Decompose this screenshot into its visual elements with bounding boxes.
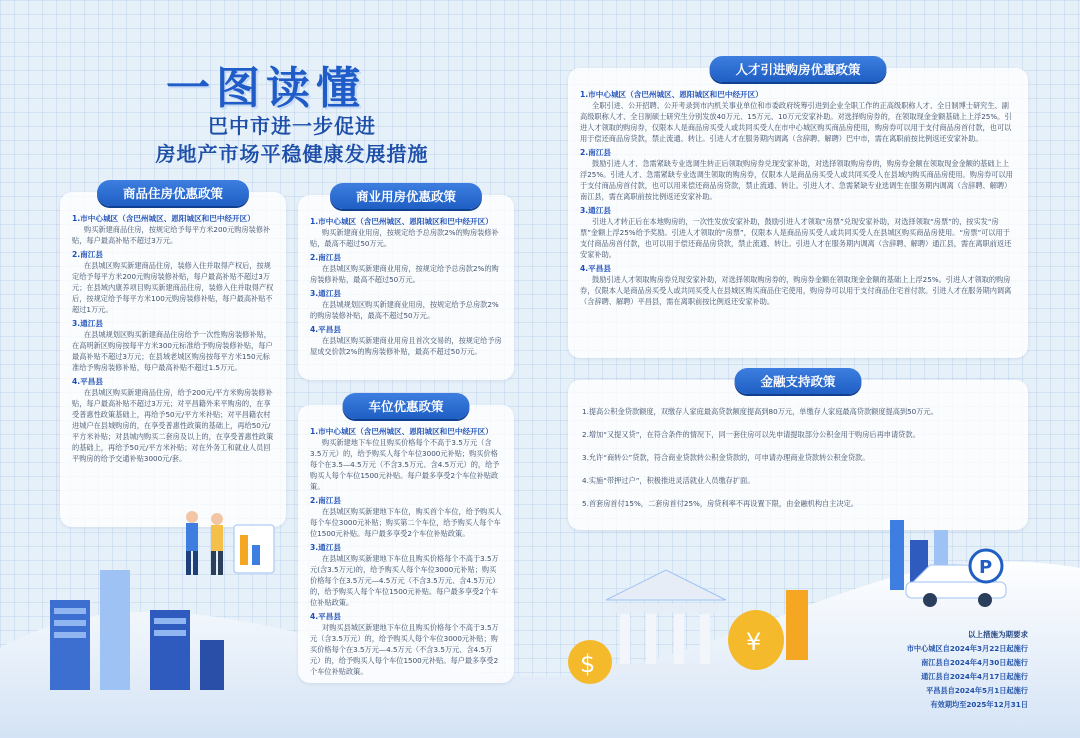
parking-policy-card bbox=[298, 399, 514, 683]
notes-line-5: 有效期均至2025年12月31日 bbox=[930, 700, 1028, 709]
parking-heading-3: 3.通江县 bbox=[310, 543, 341, 552]
commercial-policy-card bbox=[298, 189, 514, 380]
finance-items bbox=[568, 380, 1028, 529]
parking-text-3: 在县城区购买新建地下车位且购买价格每个不高于3.5万元(含3.5万元)的，给予购买人每个车位3000元补贴；购买价格每个在3.5万元—4.5万元（不含3.5万元、含4.5万元）的，给予购买人每个车位1500元补贴。每户最多享受2个车位补贴政策。 bbox=[310, 554, 500, 607]
finance-policy-title: 金融支持政策 bbox=[734, 368, 861, 394]
housing-heading-4: 4.平昌县 bbox=[72, 377, 103, 386]
commercial-heading-3: 3.通江县 bbox=[310, 289, 341, 298]
commercial-text-3: 在县城规划区购买新建商业用房，按规定给予总房款2%的购房装修补贴，最高不超过50万元。 bbox=[310, 300, 499, 320]
bank-illustration bbox=[596, 560, 826, 700]
commercial-policy-title: 商业用房优惠政策 bbox=[330, 183, 482, 209]
finance-policy-card bbox=[568, 374, 1028, 530]
svg-text:¥: ¥ bbox=[746, 628, 762, 656]
effective-dates-notes bbox=[907, 628, 1028, 712]
talent-text-3: 引进人才转正后在本地购房的，一次性发放安家补助，鼓励引进人才领取“房票”兑现安家补助，对选择领取“房票”的，按实发“房票”金额上浮25%给予奖励。引进人才领取的“房票”，仅限本人是商品房买受人或共同买受人在县城区购买商品房使用。“房票”可以用于支付商品房首付款，也可以用于偿还商品房贷款，禁止流通、转让。引进人才在服务期内调离（含辞聘、解聘）通江县，需在离职前返还安家补助。 bbox=[580, 217, 1012, 259]
notes-line-1: 市中心城区自2024年3月22日起施行 bbox=[906, 644, 1028, 653]
housing-text-2: 在县城区购买新建商品住房，装修入住并取得产权后，按规定给予每平方米200元购房装修补贴，每户最高补贴不超过3万元；在县域内康养项目购买新建商品住房，装修入住并取得产权后，按规定给予每平方米100元购房装修补贴，每户最高补贴不超过1万元。 bbox=[72, 261, 274, 314]
parking-heading-2: 2.南江县 bbox=[310, 496, 341, 505]
commercial-heading-4: 4.平昌县 bbox=[310, 325, 341, 334]
subtitle bbox=[92, 112, 492, 168]
finance-item-3: 3.允许“商转公”贷款，符合商业贷款转公积金贷款的，可申请办理商业贷款转公积金贷款。 bbox=[582, 453, 870, 462]
subtitle-line-2: 房地产市场平稳健康发展措施 bbox=[155, 142, 429, 166]
main-title: 一图读懂 bbox=[166, 63, 366, 114]
finance-item-5: 5.首套房首付15%，二套房首付25%，房贷利率不再设置下限，由金融机构自主决定。 bbox=[582, 499, 858, 508]
talent-heading-2: 2.南江县 bbox=[580, 148, 611, 157]
commercial-text-1: 购买新建商业用房，按规定给予总房款2%的购房装修补贴，最高不超过50万元。 bbox=[310, 228, 499, 248]
parking-policy-title: 车位优惠政策 bbox=[342, 393, 469, 419]
notes-line-4: 平昌县自2024年5月1日起施行 bbox=[926, 686, 1028, 695]
people-illustration bbox=[172, 505, 282, 585]
finance-item-2: 2.增加“又提又贷”，在符合条件的情况下，同一套住房可以先申请提取部分公积金用于购房后再申请贷款。 bbox=[582, 430, 920, 439]
svg-text:$: $ bbox=[580, 650, 596, 678]
parking-heading-1: 1.市中心城区（含巴州城区、恩阳城区和巴中经开区） bbox=[310, 427, 493, 436]
finance-item-1: 1.提高公积金贷款额度，双缴存人家庭最高贷款额度提高到80万元，单缴存人家庭最高贷款额度提高到50万元。 bbox=[582, 407, 938, 416]
housing-heading-3: 3.通江县 bbox=[72, 319, 103, 328]
subtitle-line-1: 巴中市进一步促进 bbox=[208, 114, 376, 138]
notes-line-2: 南江县自2024年4月30日起施行 bbox=[921, 658, 1028, 667]
parking-text-1: 购买新建地下车位且购买价格每个不高于3.5万元（含3.5万元）的，给予购买人每个车位3000元补贴；购买价格每个在3.5—4.5万元（不含3.5万元、含4.5万元）的，给予购买人每个车位1500元补贴。每户最多享受2个车位补贴政策。 bbox=[310, 438, 500, 491]
notes-line-3: 通江县自2024年4月17日起施行 bbox=[921, 672, 1028, 681]
housing-text-3: 在县城规划区购买新建商品住房给予一次性购房装修补贴，在高明新区购房按每平方米300元标准给予购房装修补贴，每户最高补贴不超过3万元；在县域老城区购房按每平方米150元标准给予购房装修补贴，每户最高补贴不超过1.5万元。 bbox=[72, 330, 273, 372]
commercial-heading-2: 2.南江县 bbox=[310, 253, 341, 262]
housing-policy-card bbox=[60, 186, 286, 527]
parking-sections bbox=[298, 405, 514, 687]
notes-title: 以上措施为期要求 bbox=[968, 630, 1028, 639]
housing-heading-1: 1.市中心城区（含巴州城区、恩阳城区和巴中经开区） bbox=[72, 214, 255, 223]
housing-text-4: 在县城区购买新建商品住房，给予200元/平方米购房装修补贴，每户最高补贴不超过3万元；对平昌籍外来平购房的，在享受普惠性政策基础上，再给予50元/平方米补贴；对平昌籍农村进城户在县城购房的，在享受普惠性政策的基础上，再给50元/平方米补贴；对县城内购买二套房及以上的，在享受普惠性政策的基础上，再给予50元/平方米补贴；对在外务工和就业人员回平购房的给予交通补贴3000元/套。 bbox=[72, 388, 274, 463]
car-illustration bbox=[880, 510, 1030, 610]
housing-sections bbox=[60, 192, 286, 474]
housing-heading-2: 2.南江县 bbox=[72, 250, 103, 259]
talent-text-1: 全职引进、公开招聘、公开考录到市内机关事业单位和市委政府统筹引进到企业全职工作的正高级职称人才、全日制博士研究生、副高级职称人才、全日制硕士研究生分别发放40万元、15万元、10万元安家补助。对选择购房券的，在领取现金金额基础上上浮25%。引进人才领取的购房券，仅限本人是商品房买受人或共同买受人在市中心城区购买商品房使用，购房券可以用于支付商品房首付款，也可以用于偿还商品房贷款，禁止流通、转让。引进人才在服务期内调离（含辞聘、解聘）巴中市，需在离职前按比例返还安家补助。 bbox=[580, 101, 1012, 143]
talent-text-2: 鼓励引进人才、急需紧缺专业选调生转正后领取购房券兑现安家补助，对选择领取购房券的，购房券金额在领取现金金额的基础上上浮25%。引进人才、急需紧缺专业选调生领取的购房券，仅限本人是商品房买受人或共同买受人在县域内购买商品房使用。购房券可以用于支付商品房首付款，也可以用来偿还商品房贷款，禁止流通、转让。引进人才、急需紧缺专业选调生在服务期内调离（含辞聘、解聘）南江县，需在离职前按比例返还安家补助。 bbox=[580, 159, 1013, 201]
housing-text-1: 购买新建商品住房，按规定给予每平方米200元购房装修补贴，每户最高补贴不超过3万元。 bbox=[72, 225, 271, 245]
commercial-heading-1: 1.市中心城区（含巴州城区、恩阳城区和巴中经开区） bbox=[310, 217, 493, 226]
coins-illustration bbox=[560, 630, 620, 690]
parking-sign-icon bbox=[968, 548, 1004, 584]
finance-item-4: 4.实施“带押过户”，积极推进灵活就业人员缴存扩面。 bbox=[582, 476, 755, 485]
talent-sections bbox=[568, 68, 1028, 317]
housing-policy-title: 商品住房优惠政策 bbox=[97, 180, 249, 206]
parking-text-2: 在县城区购买新建地下车位，购买首个车位，给予购买人每个车位3000元补贴；购买第二个车位，给予购买人每个车位1500元补贴。每户最多享受2个车位补贴政策。 bbox=[310, 507, 502, 538]
talent-policy-title: 人才引进购房优惠政策 bbox=[709, 56, 886, 82]
talent-policy-card bbox=[568, 62, 1028, 358]
talent-heading-4: 4.平昌县 bbox=[580, 264, 611, 273]
commercial-sections bbox=[298, 195, 514, 367]
parking-text-4: 对购买县城区新建地下车位且购买价格每个不高于3.5万元（含3.5万元）的，给予购买人每个车位3000元补贴；购买价格每个在3.5万元—4.5万元（不含3.5万元、含4.5万元）的，给予购买人每个车位1500元补贴。每户最多享受2个车位补贴政策。 bbox=[310, 623, 499, 676]
talent-heading-1: 1.市中心城区（含巴州城区、恩阳城区和巴中经开区） bbox=[580, 90, 763, 99]
talent-text-4: 鼓励引进人才领取购房券兑现安家补助，对选择领取购房券的，购房券金额在领取现金金额的基础上上浮25%。引进人才领取的购房券，仅限本人是商品房买受人或共同买受人在县城区购买商品住宅使用，购房券可以用于支付商品住宅首付款。引进人才在服务期内调离（含辞聘、解聘）平昌县，需在离职前按比例返还安家补助。 bbox=[580, 275, 1012, 306]
talent-heading-3: 3.通江县 bbox=[580, 206, 611, 215]
svg-text:P: P bbox=[979, 557, 993, 578]
parking-heading-4: 4.平昌县 bbox=[310, 612, 341, 621]
commercial-text-2: 在县城区购买新建商业用房，按规定给予总房款2%的购房装修补贴，最高不超过50万元。 bbox=[310, 264, 499, 284]
commercial-text-4: 在县城区购买新建商业用房且首次交易的，按规定给予房屋成交价款2%的购房装修补贴，最高不超过50万元。 bbox=[310, 336, 502, 356]
